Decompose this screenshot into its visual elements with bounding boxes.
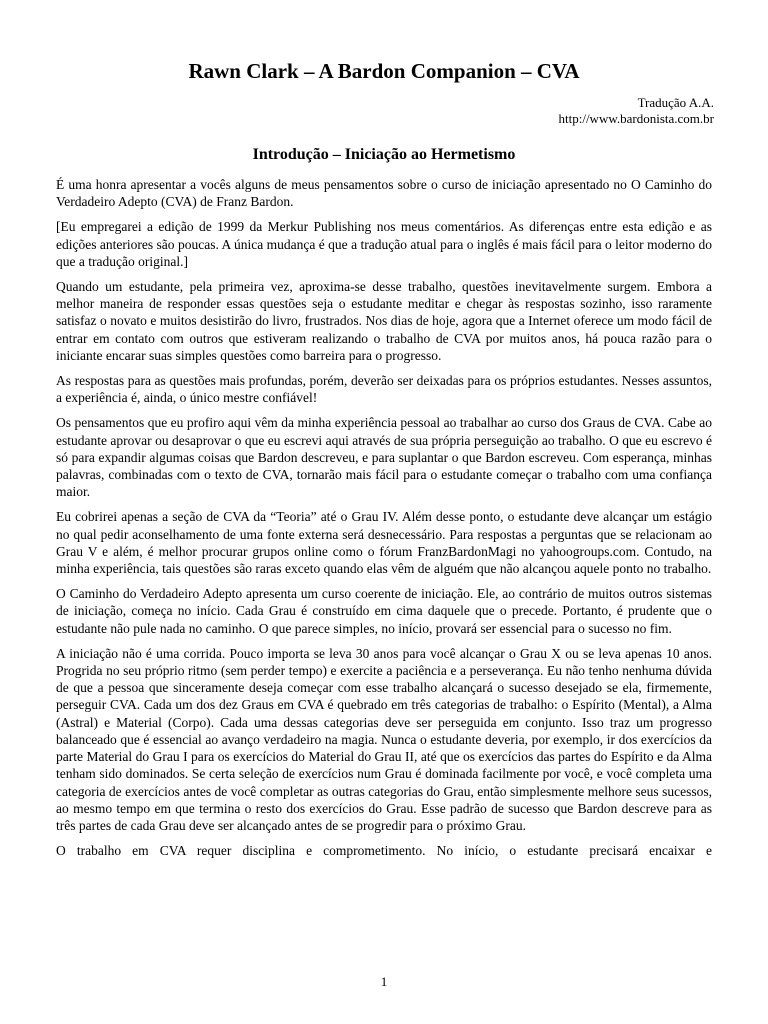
- website-url: http://www.bardonista.com.br: [558, 111, 714, 126]
- paragraph: É uma honra apresentar a vocês alguns de meus pensamentos sobre o curso de iniciação apresentado no O Caminho do Verdadeiro Adepto (CVA) de Franz Bardon.: [56, 177, 712, 210]
- paragraph: O Caminho do Verdadeiro Adepto apresenta um curso coerente de iniciação. Ele, ao contrário de muitos outros sistemas de iniciação, começa no início. Cada Grau é construído em cima daquele que o precede. Portanto, é prudente que o estudante não pule nada no caminho. O que parece simples, no início, provará ser essencial para o sucesso no fim.: [56, 586, 712, 636]
- document-meta: [414, 95, 714, 127]
- document-title: Rawn Clark – A Bardon Companion – CVA: [188, 59, 580, 83]
- paragraph: A iniciação não é uma corrida. Pouco importa se leva 30 anos para você alcançar o Grau X ou se leva apenas 10 anos. Progrida no seu próprio ritmo (sem perder tempo) e exercite a paciência e a perseverança. Eu não tenho nenhuma dúvida de que a pessoa que sinceramente deseja começar com esse trabalho alcançará o sucesso desejado se ela, firmemente, perseguir CVA. Cada um dos dez Graus em CVA é quebrado em três categorias de trabalho: o Espírito (Mental), a Alma (Astral) e Material (Corpo). Cada uma dessas categorias deve ser perseguida em conjunto. Isso traz um progresso balanceado que é essencial ao avanço verdadeiro na magia. Nunca o estudante deveria, por exemplo, ir dos exercícios da parte Material do Grau I para os exercícios do Material do Grau II, até que os exercícios das partes do Espírito e da Alma tenham sido dominados. Se certa seleção de exercícios num Grau é dominada facilmente por você, e você completa uma categoria de exercícios antes de você completar as outras categorias do Grau, então simplesmente melhore seus sucessos, ao mesmo tempo em que termina o resto dos exercícios do Grau. Esse padrão de sucesso que Bardon descreve para as três partes de cada Grau deve ser alcançado antes de se progredir para o próximo Grau.: [56, 645, 712, 833]
- paragraph: [Eu empregarei a edição de 1999 da Merkur Publishing nos meus comentários. As diferenças entre esta edição e as edições anteriores são poucas. A única mudança é que a tradução atual para o inglês é mais fácil para o leitor moderno do que a tradução original.]: [56, 219, 712, 269]
- paragraph: Os pensamentos que eu profiro aqui vêm da minha experiência pessoal ao trabalhar ao curso dos Graus de CVA. Cabe ao estudante aprovar ou desaprovar o que eu escrevi aqui através de sua própria perseguição ao trabalho. O que eu escrevo é só para expandir algumas coisas que Bardon descreveu, e para suplantar o que Bardon escreveu. Com esperança, minhas palavras, combinadas com o texto de CVA, tornarão mais fácil para o estudante começar o trabalho com uma confiança maior.: [56, 415, 712, 500]
- translation-credit: Tradução A.A.: [637, 95, 714, 110]
- paragraph: Quando um estudante, pela primeira vez, aproxima-se desse trabalho, questões inevitavelmente surgem. Embora a melhor maneira de responder essas questões seja o estudante meditar e chegar às respostas sozinho, isso raramente satisfaz o novato e muitos desistirão do livro, frustrados. Nos dias de hoje, agora que a Internet oferece um modo fácil de entrar em contato com outros que estiveram realizando o trabalho de CVA por muitos anos, há pouca razão para o iniciante encarar suas simples questões como barreira para o progresso.: [56, 279, 712, 363]
- section-title: Introdução – Iniciação ao Hermetismo: [252, 146, 516, 163]
- paragraph: Eu cobrirei apenas a seção de CVA da “Teoria” até o Grau IV. Além desse ponto, o estudante deve alcançar um estágio no qual pedir aconselhamento de uma fonte externa será desnecessário. Para respostas a perguntas que se relacionam ao Grau V e além, é melhor procurar grupos online como o fórum FranzBardonMagi no yahoogroups.com. Contudo, na minha experiência, tais questões são raras exceto quando elas vêm de alguém que não alcançou aquele ponto no trabalho.: [56, 509, 712, 577]
- paragraph: As respostas para as questões mais profundas, porém, deverão ser deixadas para os próprios estudantes. Nesses assuntos, a experiência é, ainda, o único mestre confiável!: [56, 373, 712, 406]
- document-body: [56, 176, 712, 859]
- paragraph: O trabalho em CVA requer disciplina e comprometimento. No início, o estudante precisará encaixar e: [56, 843, 712, 859]
- page-number: 1: [380, 974, 388, 989]
